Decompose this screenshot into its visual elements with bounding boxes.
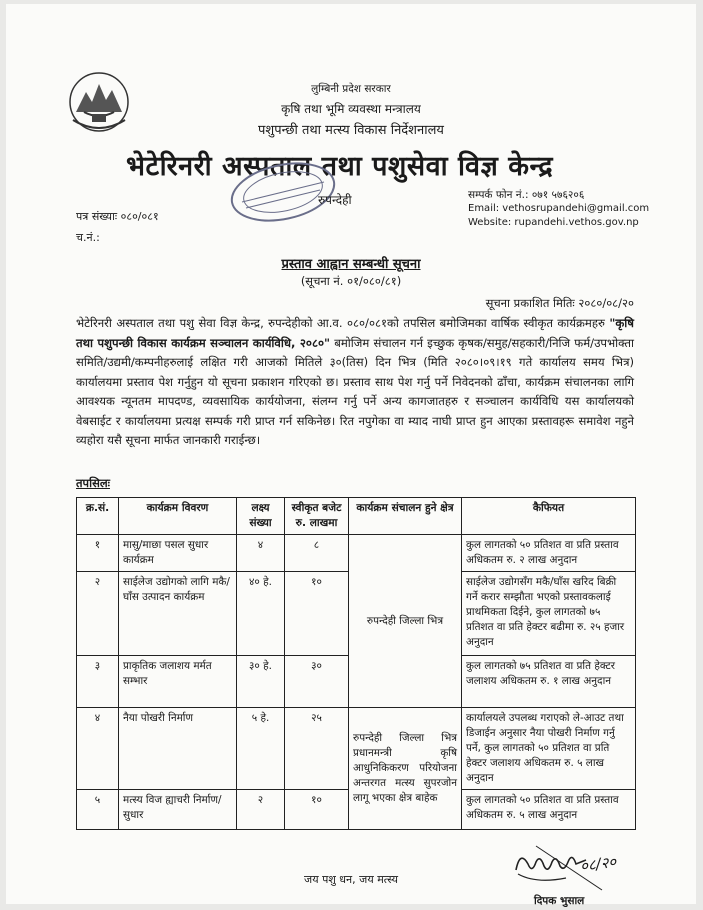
header-province: लुम्बिनी प्रदेश सरकार xyxy=(311,83,391,95)
cell-target: ५ हे. xyxy=(237,708,285,790)
cell-program: प्राकृतिक जलाशय मर्मत सम्भार xyxy=(119,656,237,708)
cell-target: ४० हे. xyxy=(237,572,285,656)
office-title: भेटेरिनरी अस्पताल तथा पशुसेवा विज्ञ केन्द्र xyxy=(126,151,554,182)
signatory-name: दिपक भुसाल xyxy=(534,895,585,907)
cell-remarks: साईलेज उद्योगसँग मकै/घाँस खरिद बिक्री गर्ने करार सम्झौता भएको प्रस्तावकलाई प्राथमिकता दिईने, कुल लागतको ७५ प्रतिशत वा प्रति हेक्टर बढीमा रु. २५ हजार अनुदान xyxy=(462,572,636,656)
cell-sn: १ xyxy=(77,535,119,572)
contact-phone: सम्पर्क फोन नं.: ०७१ ५७६२०६ xyxy=(468,189,585,201)
col-header-sn: क्र.सं. xyxy=(77,498,119,535)
cell-sn: ४ xyxy=(77,708,119,790)
published-date: सूचना प्रकाशित मितिः २०८०/०८/२० xyxy=(485,296,634,310)
cell-area-group1: रुपन्देही जिल्ला भित्र xyxy=(349,535,462,708)
cell-budget: ८ xyxy=(285,535,349,572)
cell-area-group2: रुपन्देही जिल्ला भित्र प्रधानमन्त्री कृषि आधुनिकिकरण परियोजना अन्तरगत मत्स्य सुपरजोन लागू भएका क्षेत्र बाहेक xyxy=(349,708,462,830)
header-ministry: कृषि तथा भूमि व्यवस्था मन्त्रालय xyxy=(281,102,421,116)
cell-sn: ३ xyxy=(77,656,119,708)
cell-budget: १० xyxy=(285,790,349,830)
notice-body-bold: "कृषि तथा पशुपन्छी विकास कार्यक्रम सञ्चालन कार्यविधि, २०८०" xyxy=(76,316,634,350)
cell-target: ४ xyxy=(237,535,285,572)
contact-email: Email: vethosrupandehi@gmail.com xyxy=(468,203,650,214)
notice-page xyxy=(6,4,696,907)
col-header-area: कार्यक्रम संचालन हुने क्षेत्र xyxy=(349,498,462,535)
cell-target: ३० हे. xyxy=(237,656,285,708)
cell-program: मासु/माछा पसल सुधार कार्यक्रम xyxy=(119,535,237,572)
cell-remarks: कुल लागतको ७५ प्रतिशत वा प्रति हेक्टर जलाशय अधिकतम रु. १ लाख अनुदान xyxy=(462,656,636,708)
col-header-budget: स्वीकृत बजेट रु. लाखमा xyxy=(285,498,349,535)
cell-program: नैया पोखरी निर्माण xyxy=(119,708,237,790)
cell-remarks: कुल लागतको ५० प्रतिशत वा प्रति प्रस्ताव अधिकतम रु. ५ लाख अनुदान xyxy=(462,790,636,830)
table-header-row xyxy=(77,498,636,535)
header-location: रुपन्देही xyxy=(318,193,352,207)
header-directorate: पशुपन्छी तथा मत्स्य विकास निर्देशनालय xyxy=(258,123,444,138)
cell-remarks: कार्यालयले उपलब्ध गराएको ले-आउट तथा डिजाईन अनुसार नैया पोखरी निर्माण गर्नु पर्ने, कुल लागतको ५० प्रतिशत वा प्रति हेक्टर जलाशय अधिकतम रु. ५ लाख अनुदान xyxy=(462,708,636,790)
notice-heading: प्रस्ताव आह्वान सम्बन्धी सूचना xyxy=(281,257,421,272)
details-label: तपसिलः xyxy=(76,476,110,490)
cell-sn: ५ xyxy=(77,790,119,830)
col-header-remarks: कैफियत xyxy=(462,498,636,535)
table-row xyxy=(77,535,636,572)
col-header-program: कार्यक्रम विवरण xyxy=(119,498,237,535)
cell-sn: २ xyxy=(77,572,119,656)
cell-program: मत्स्य विज ह्याचरी निर्माण/सुधार xyxy=(119,790,237,830)
notice-number: (सूचना नं. ०१/०८०/८१) xyxy=(300,274,402,288)
cell-target: २ xyxy=(237,790,285,830)
col-header-target: लक्ष्य संख्या xyxy=(237,498,285,535)
program-table xyxy=(76,497,636,830)
notice-body-part1: भेटेरिनरी अस्पताल तथा पशु सेवा विज्ञ केन्द्र, रुपन्देहीको आ.व. ०८०/०८१को तपसिल बमोजिमका वार्षिक स्वीकृत कार्यक्रमहरु xyxy=(76,316,610,330)
letter-number: पत्र संख्याः ०८०/०८१ xyxy=(76,210,159,223)
table-row xyxy=(77,708,636,790)
footer-slogan: जय पशु धन, जय मत्स्य xyxy=(304,873,398,886)
cell-budget: १० xyxy=(285,572,349,656)
contact-website: Website: rupandehi.vethos.gov.np xyxy=(468,217,639,228)
cell-program: साईलेज उद्योगको लागि मकै/घाँस उत्पादन कार्यक्रम xyxy=(119,572,237,656)
cell-budget: २५ xyxy=(285,708,349,790)
signature-date: ०८/२० xyxy=(578,852,618,876)
notice-body-part2: बमोजिम संचालन गर्न इच्छुक कृषक/समुह/सहकारी/निजि फर्म/उपभोक्ता समिति/उद्यमी/कम्पनीहरुलाई लक्षित गरी आजको मितिले ३०(तिस) दिन भित्र (मिति २०८०।०९।१९ गते कार्यालय समय भित्र) कार्यालयमा प्रस्ताव पेश गर्नुहुन यो सूचना प्रकाशन गरिएको छ। प्रस्ताव साथ पेश गर्नु पर्ने निवेदनको ढाँचा, कार्यक्रम संचालनका लागि आवश्यक न्यूनतम मापदण्ड, व्यवसायिक कार्ययोजना, संलग्न गर्नु पर्ने अन्य कागजातहरु र सञ्चालन कार्यविधि यस कार्यालयको वेबसाईट र कार्यालयमा प्रत्यक्ष सम्पर्क गरी प्राप्त गर्न सकिनेछ। रित नपुगेका वा म्याद नाघी प्राप्त हुन आएका प्रस्तावहरू समावेश नहुने व्यहोरा यसै सूचना मार्फत जानकारी गराईन्छ। xyxy=(76,335,634,447)
notice-body xyxy=(76,314,634,451)
cell-budget: ३० xyxy=(285,656,349,708)
dispatch-number: च.नं.: xyxy=(76,231,100,244)
cell-remarks: कुल लागतको ५० प्रतिशत वा प्रति प्रस्ताव अधिकतम रु. २ लाख अनुदान xyxy=(462,535,636,572)
